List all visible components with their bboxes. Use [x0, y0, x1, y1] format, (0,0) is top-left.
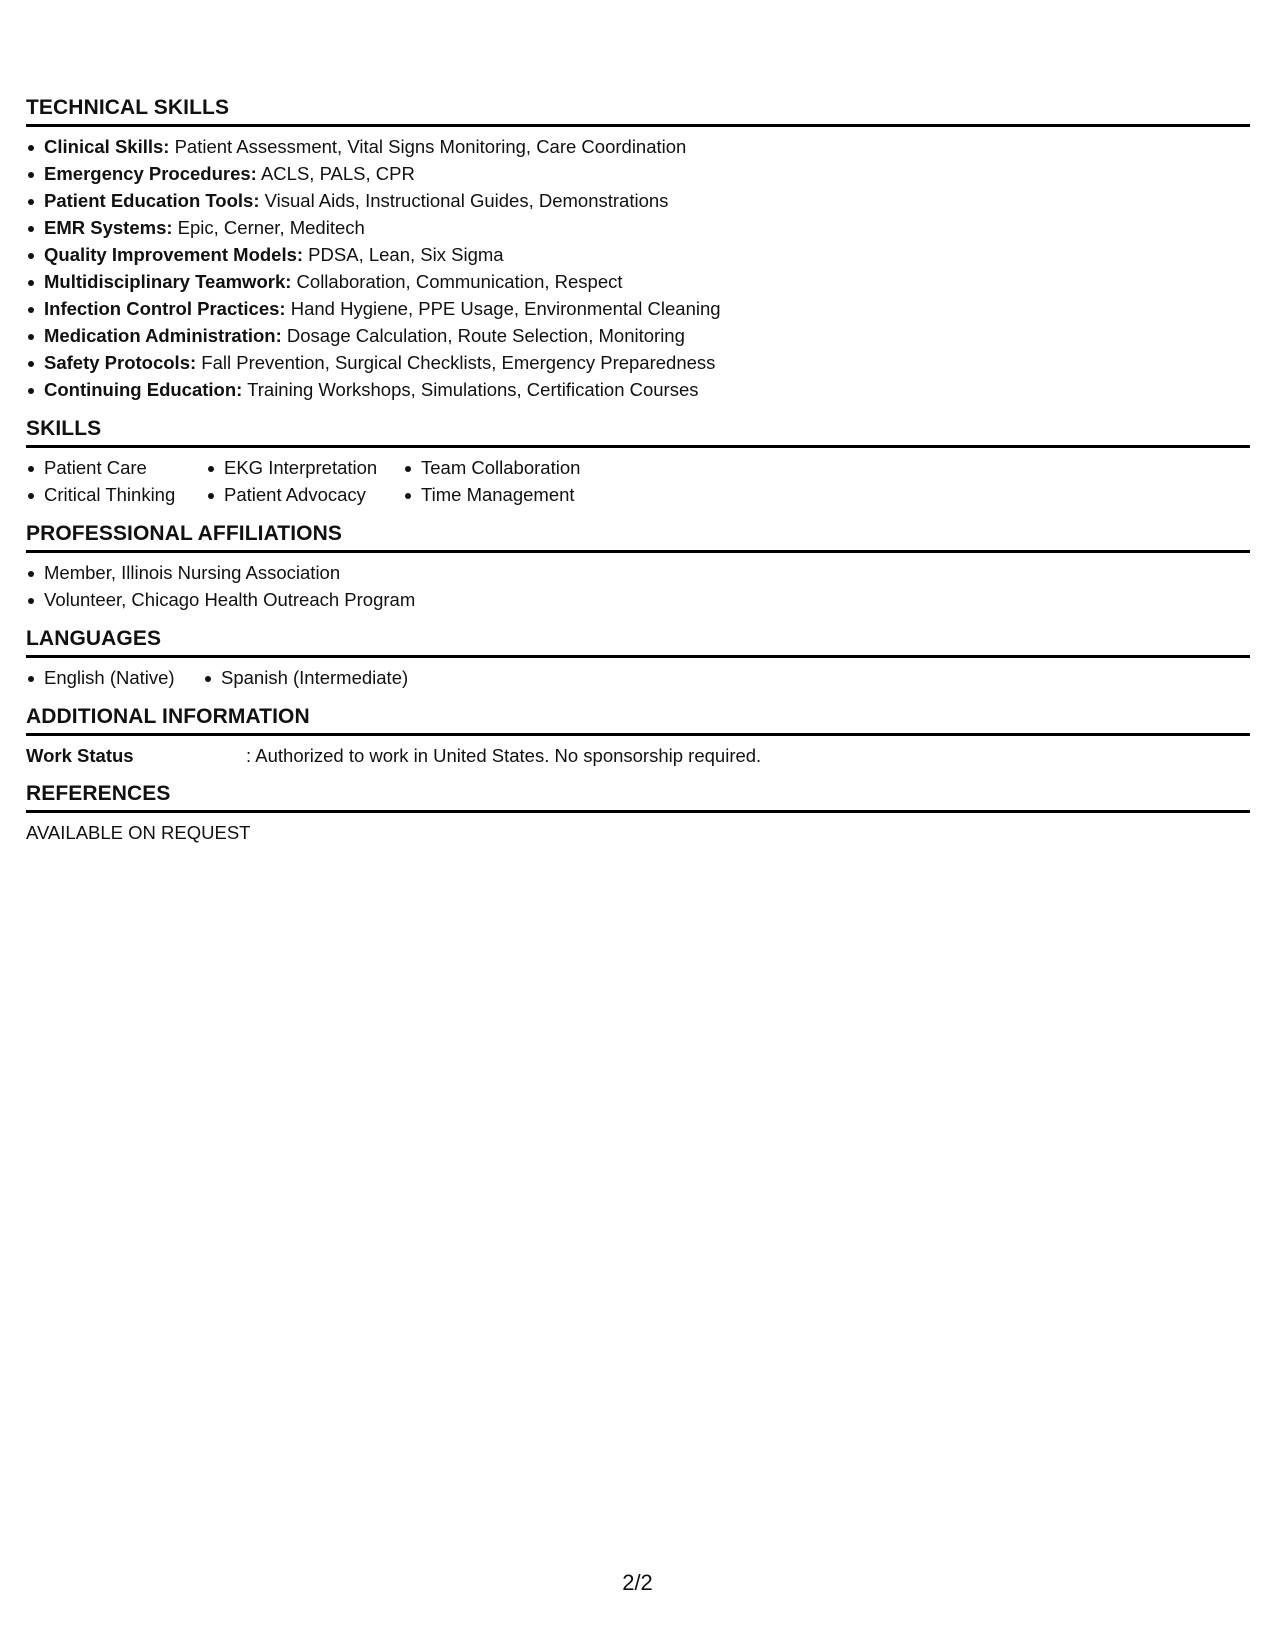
skill-label: Multidisciplinary Teamwork:	[44, 271, 292, 292]
skill-label: Patient Education Tools:	[44, 190, 260, 211]
list-item	[26, 322, 1250, 349]
languages-section	[26, 627, 1250, 691]
work-status-label: Work Status	[26, 745, 134, 766]
work-status-row	[26, 744, 1250, 768]
language-item: Spanish (Intermediate)	[203, 664, 443, 691]
skill-item: Time Management	[403, 481, 623, 508]
skill-item: Critical Thinking	[26, 481, 206, 508]
technical-skills-section	[26, 96, 1250, 403]
additional-info-section	[26, 705, 1250, 768]
skill-label: Quality Improvement Models:	[44, 244, 304, 265]
languages-grid	[26, 664, 1250, 691]
skills-grid	[26, 454, 1250, 508]
technical-skills-heading: TECHNICAL SKILLS	[26, 96, 1250, 127]
skill-text: Fall Prevention, Surgical Checklists, Emergency Preparedness	[196, 352, 716, 373]
affiliations-heading: PROFESSIONAL AFFILIATIONS	[26, 522, 1250, 553]
skills-section	[26, 417, 1250, 508]
list-item	[26, 133, 1250, 160]
skill-item: Patient Advocacy	[206, 481, 403, 508]
list-item	[26, 376, 1250, 403]
work-status-value: : Authorized to work in United States. No sponsorship required.	[246, 745, 762, 766]
skill-text: Epic, Cerner, Meditech	[172, 217, 365, 238]
languages-heading: LANGUAGES	[26, 627, 1250, 658]
list-item	[26, 349, 1250, 376]
affiliations-section	[26, 522, 1250, 613]
skill-label: Safety Protocols:	[44, 352, 197, 373]
language-item: English (Native)	[26, 664, 203, 691]
references-text: AVAILABLE ON REQUEST	[26, 822, 251, 843]
affiliations-list	[26, 559, 1250, 613]
list-item	[26, 268, 1250, 295]
skill-text: Dosage Calculation, Route Selection, Monitoring	[281, 325, 685, 346]
skill-text: Training Workshops, Simulations, Certification Courses	[242, 379, 699, 400]
skill-text: Visual Aids, Instructional Guides, Demonstrations	[259, 190, 669, 211]
additional-info-heading: ADDITIONAL INFORMATION	[26, 705, 1250, 736]
list-item	[26, 241, 1250, 268]
skill-label: Infection Control Practices:	[44, 298, 286, 319]
list-item: Member, Illinois Nursing Association	[26, 559, 1250, 586]
skill-text: Patient Assessment, Vital Signs Monitoring, Care Coordination	[169, 136, 687, 157]
skill-label: Emergency Procedures:	[44, 163, 257, 184]
list-item	[26, 187, 1250, 214]
references-section	[26, 782, 1250, 845]
resume-page	[26, 0, 1250, 845]
skill-text: PDSA, Lean, Six Sigma	[303, 244, 504, 265]
skill-label: Medication Administration:	[44, 325, 282, 346]
list-item: Volunteer, Chicago Health Outreach Program	[26, 586, 1250, 613]
skill-label: Continuing Education:	[44, 379, 243, 400]
skill-item: Patient Care	[26, 454, 206, 481]
skill-item: EKG Interpretation	[206, 454, 403, 481]
page-number: 2/2	[622, 1570, 653, 1595]
skill-text: Collaboration, Communication, Respect	[291, 271, 623, 292]
list-item	[26, 295, 1250, 322]
list-item	[26, 214, 1250, 241]
skills-heading: SKILLS	[26, 417, 1250, 448]
skill-label: EMR Systems:	[44, 217, 173, 238]
skill-item: Team Collaboration	[403, 454, 623, 481]
skill-text: Hand Hygiene, PPE Usage, Environmental Cleaning	[285, 298, 721, 319]
references-heading: REFERENCES	[26, 782, 1250, 813]
skill-label: Clinical Skills:	[44, 136, 170, 157]
technical-skills-list	[26, 133, 1250, 403]
skill-text: ACLS, PALS, CPR	[256, 163, 415, 184]
list-item	[26, 160, 1250, 187]
